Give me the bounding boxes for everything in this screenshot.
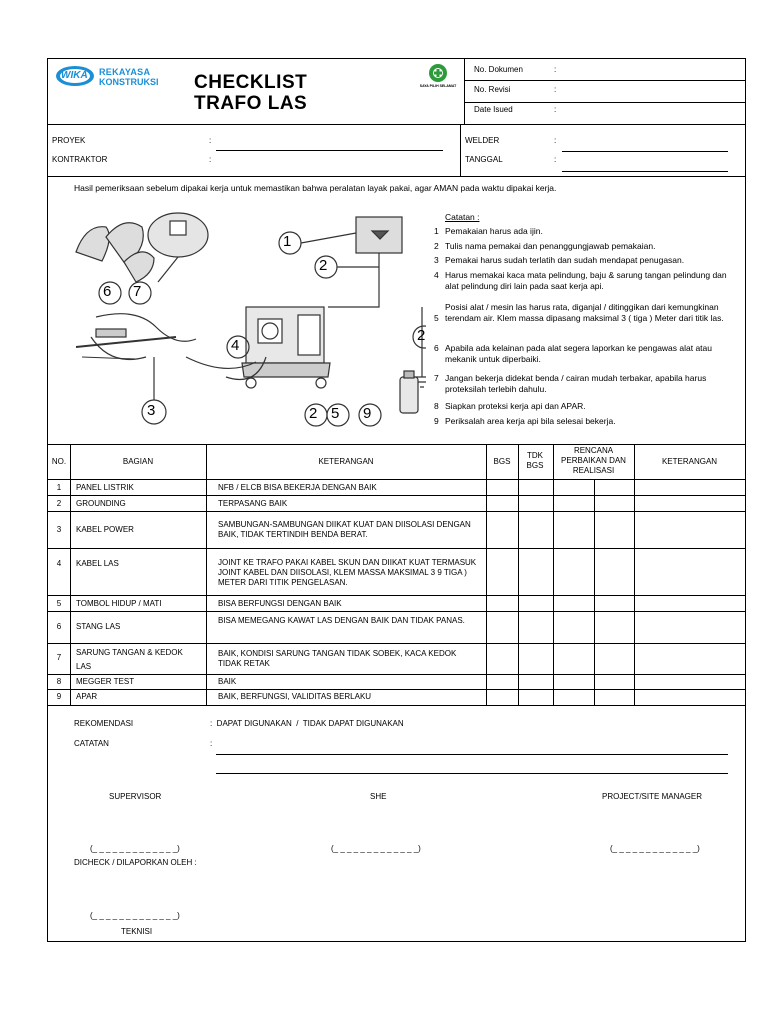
row-1-bagian: PANEL LISTRIK xyxy=(76,483,134,492)
callout-3-bottom: 3 xyxy=(147,402,156,419)
row-3-no: 3 xyxy=(56,525,62,534)
catatan-sep: : xyxy=(210,739,213,748)
logo-text-2: KONSTRUKSI xyxy=(99,77,159,87)
catatan-line-1[interactable] xyxy=(216,754,728,755)
note-text: Tulis nama pemakai dan penanggungjawab pemakaian. xyxy=(445,241,656,251)
kontraktor-sep: : xyxy=(209,155,212,164)
row-5-keterangan: BISA BERFUNGSI DENGAN BAIK xyxy=(218,599,342,608)
checklist-sheet xyxy=(47,58,746,942)
col-header-keterangan: KETERANGAN xyxy=(318,457,374,466)
callout-9: 9 xyxy=(363,405,372,422)
supervisor-signature[interactable]: (_ _ _ _ _ _ _ _ _ _ _ _ _) xyxy=(90,844,180,853)
row-2-keterangan: TERPASANG BAIK xyxy=(218,499,288,508)
row-3-keterangan: SAMBUNGAN-SAMBUNGAN DIIKAT KUAT DAN DIISOLASI DENGAN BAIK, TIDAK TERTINDIH BENDA BERAT. xyxy=(218,520,471,539)
row-2-bagian: GROUNDING xyxy=(76,499,126,508)
callout-1: 1 xyxy=(283,233,292,250)
safety-logo xyxy=(416,63,460,93)
note-text: Posisi alat / mesin las harus rata, diganjal / ditinggikan dari kemungkinan terendam air. Klem massa dipasang maksimal 3 ( tiga ) Meter dari titik las. xyxy=(445,302,724,323)
tanggal-label: TANGGAL xyxy=(465,155,503,164)
row-1-keterangan: NFB / ELCB BISA BEKERJA DENGAN BAIK xyxy=(218,483,377,492)
note-item xyxy=(434,401,734,413)
row-8-bagian: MEGGER TEST xyxy=(76,677,135,686)
row-6-keterangan: BISA MEMEGANG KAWAT LAS DENGAN BAIK DAN TIDAK PANAS. xyxy=(218,616,465,625)
tanggal-field[interactable] xyxy=(562,171,728,172)
teknisi-signature[interactable]: (_ _ _ _ _ _ _ _ _ _ _ _ _) xyxy=(90,911,180,920)
proyek-label: PROYEK xyxy=(52,136,86,145)
doc-field-no-revisi xyxy=(474,85,510,95)
note-number: 7 xyxy=(434,373,439,383)
note-text: Siapkan proteksi kerja api dan APAR. xyxy=(445,401,586,411)
callout-7: 7 xyxy=(133,283,142,300)
doc-field-sep: : xyxy=(554,85,557,94)
row-9-no: 9 xyxy=(56,692,62,701)
manager-label: PROJECT/SITE MANAGER xyxy=(602,792,703,801)
note-item xyxy=(434,373,734,395)
welder-label: WELDER xyxy=(465,136,500,145)
catatan-label: CATATAN xyxy=(74,739,109,748)
title-line-1: CHECKLIST xyxy=(194,72,308,93)
she-signature[interactable]: (_ _ _ _ _ _ _ _ _ _ _ _ _) xyxy=(331,844,421,853)
logo-mark: WIKA xyxy=(61,70,88,81)
welder-sep: : xyxy=(554,136,557,145)
row-2-no: 2 xyxy=(56,499,62,508)
doc-field-date-issued xyxy=(474,105,513,115)
doc-field-label: No. Revisi xyxy=(474,85,511,94)
row-8-keterangan: BAIK xyxy=(218,677,237,686)
row-9-bagian: APAR xyxy=(76,692,98,701)
doc-field-no-dokumen xyxy=(474,65,523,75)
callout-2-bottom: 2 xyxy=(309,405,318,422)
note-number: 3 xyxy=(434,255,439,265)
callout-2: 2 xyxy=(417,327,426,344)
row-4-bagian: KABEL LAS xyxy=(76,559,119,568)
note-number: 1 xyxy=(434,226,439,236)
teknisi-label: TEKNISI xyxy=(121,927,153,936)
note-text: Harus memakai kaca mata pelindung, baju & sarung tangan pelindung dan alat pelindung diri lain pada saat kerja api. xyxy=(445,270,727,291)
row-6-no: 6 xyxy=(56,622,62,631)
row-7-keterangan: BAIK, KONDISI SARUNG TANGAN TIDAK SOBEK, KACA KEDOK TIDAK RETAK xyxy=(218,649,457,668)
wika-logo xyxy=(55,65,167,89)
row-7-no: 7 xyxy=(56,653,62,662)
note-text: Pemakai harus sudah terlatih dan sudah mendapat penugasan. xyxy=(445,255,685,265)
row-3-bagian: KABEL POWER xyxy=(76,525,134,534)
proyek-field[interactable] xyxy=(216,150,443,151)
col-header-tdk-bgs: TDK BGS xyxy=(526,451,544,470)
note-number: 8 xyxy=(434,401,439,411)
col-header-bgs: BGS xyxy=(493,457,511,466)
note-number: 9 xyxy=(434,416,439,426)
callout-3: 2 xyxy=(319,257,328,274)
row-7-bagian: SARUNG TANGAN & KEDOK LAS xyxy=(76,648,183,671)
note-item xyxy=(434,343,734,365)
manager-signature[interactable]: (_ _ _ _ _ _ _ _ _ _ _ _ _) xyxy=(610,844,700,853)
callout-5: 5 xyxy=(331,405,340,422)
doc-field-sep: : xyxy=(554,65,557,74)
row-4-keterangan: JOINT KE TRAFO PAKAI KABEL SKUN DAN DIIKAT KUAT TERMASUK JOINT KABEL DAN DIISOLASI, KLEM MASSA MAKSIMAL 3 9 TIGA ) METER DARI TITIK PENGELASAN. xyxy=(218,558,477,587)
title-line-2: TRAFO LAS xyxy=(194,93,308,114)
note-item xyxy=(434,255,734,267)
callout-4: 4 xyxy=(231,337,240,354)
note-text: Periksalah area kerja api bila selesai bekerja. xyxy=(445,416,616,426)
tanggal-sep: : xyxy=(554,155,557,164)
note-number: 2 xyxy=(434,241,439,251)
she-label: SHE xyxy=(370,792,387,801)
callout-6: 6 xyxy=(103,283,112,300)
note-item xyxy=(434,302,734,336)
note-number: 5 xyxy=(434,313,439,323)
intro-text: Hasil pemeriksaan sebelum dipakai kerja untuk memastikan bahwa peralatan layak pakai, agar AMAN pada waktu dipakai kerja. xyxy=(74,183,557,193)
notes-heading: Catatan : xyxy=(445,212,480,222)
safety-logo-text: SAYA PILIH SELAMAT xyxy=(419,84,457,88)
doc-field-sep: : xyxy=(554,105,557,114)
note-item xyxy=(434,270,734,292)
dicheck-label: DICHECK / DILAPORKAN OLEH : xyxy=(74,858,197,867)
note-text: Apabila ada kelainan pada alat segera laporkan ke pengawas alat atau mekanik untuk diperbaiki. xyxy=(445,343,713,364)
doc-field-label: Date Isued xyxy=(474,105,513,114)
kontraktor-label: KONTRAKTOR xyxy=(52,155,108,164)
col-header-no: NO. xyxy=(51,457,67,466)
note-text: Jangan bekerja didekat benda / cairan mudah terbakar, apabila harus proteksilah terlebih dahulu. xyxy=(445,373,707,394)
catatan-line-2[interactable] xyxy=(216,773,728,774)
col-header-rencana: RENCANA PERBAIKAN DAN REALISASI xyxy=(561,446,626,475)
welder-field[interactable] xyxy=(562,151,728,152)
welding-illustration xyxy=(66,207,426,437)
note-text: Pemakaian harus ada ijin. xyxy=(445,226,543,236)
rekomendasi-label: REKOMENDASI xyxy=(74,719,134,728)
row-5-no: 5 xyxy=(56,599,62,608)
note-number: 6 xyxy=(434,343,439,353)
col-header-bagian: BAGIAN xyxy=(122,457,154,466)
row-5-bagian: TOMBOL HIDUP / MATI xyxy=(76,599,162,608)
doc-field-label: No. Dokumen xyxy=(474,65,523,74)
note-item xyxy=(434,416,734,428)
supervisor-label: SUPERVISOR xyxy=(109,792,162,801)
logo-text-1: REKAYASA xyxy=(99,67,151,77)
row-8-no: 8 xyxy=(56,677,62,686)
note-item xyxy=(434,241,734,253)
proyek-sep: : xyxy=(209,136,212,145)
row-9-keterangan: BAIK, BERFUNGSI, VALIDITAS BERLAKU xyxy=(218,692,372,701)
row-4-no: 4 xyxy=(56,559,62,568)
note-item xyxy=(434,226,734,238)
document-title xyxy=(194,72,334,114)
col-header-keterangan-2: KETERANGAN xyxy=(661,457,718,466)
note-number: 4 xyxy=(434,270,439,280)
row-6-bagian: STANG LAS xyxy=(76,622,121,631)
rekomendasi-value[interactable]: : DAPAT DIGUNAKAN / TIDAK DAPAT DIGUNAKAN xyxy=(210,719,404,728)
row-1-no: 1 xyxy=(56,483,62,492)
